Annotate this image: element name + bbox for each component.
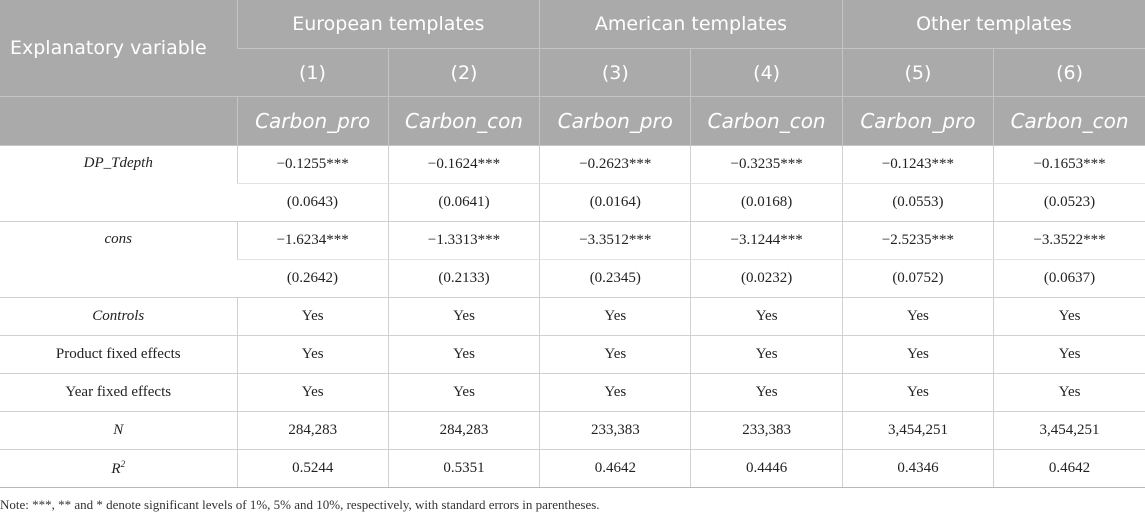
- table-cell: 284,283: [388, 412, 539, 450]
- table-body: [0, 146, 1145, 488]
- model-number: (4): [691, 49, 842, 97]
- table-cell: Yes: [842, 298, 993, 336]
- model-number: (1): [237, 49, 388, 97]
- row-label-r-squared: [0, 450, 237, 488]
- table-row: [0, 146, 1145, 184]
- row-label-controls: Controls: [0, 298, 237, 336]
- table-header: [0, 0, 1145, 146]
- table-cell: Yes: [388, 336, 539, 374]
- table-cell: Yes: [540, 336, 691, 374]
- table-cell: Yes: [842, 374, 993, 412]
- table-cell: Yes: [994, 336, 1145, 374]
- table-row: [0, 336, 1145, 374]
- table-cell: 233,383: [540, 412, 691, 450]
- table-cell: Yes: [842, 336, 993, 374]
- table-cell: 0.4446: [691, 450, 842, 488]
- explanatory-variable-header: Explanatory variable: [0, 0, 237, 97]
- group-header-american: American templates: [540, 0, 843, 49]
- table-cell: 0.5351: [388, 450, 539, 488]
- se-cell: (0.2642): [237, 260, 388, 298]
- dependent-variable: Carbon_con: [388, 97, 539, 146]
- dependent-variable: Carbon_pro: [842, 97, 993, 146]
- table-row: [0, 298, 1145, 336]
- row-label-product-fe: Product fixed effects: [0, 336, 237, 374]
- dependent-variable: Carbon_pro: [540, 97, 691, 146]
- model-number: (5): [842, 49, 993, 97]
- coef-cell: −2.5235***: [842, 222, 993, 260]
- se-cell: (0.0641): [388, 184, 539, 222]
- table-cell: Yes: [691, 374, 842, 412]
- row-label-year-fe: Year fixed effects: [0, 374, 237, 412]
- group-header-other: Other templates: [842, 0, 1145, 49]
- table-row: [0, 450, 1145, 488]
- model-number: (3): [540, 49, 691, 97]
- coef-cell: −0.1653***: [994, 146, 1145, 184]
- model-number: (2): [388, 49, 539, 97]
- table-cell: Yes: [691, 336, 842, 374]
- table-cell: Yes: [540, 298, 691, 336]
- table-cell: 284,283: [237, 412, 388, 450]
- table-cell: 3,454,251: [842, 412, 993, 450]
- table-cell: 0.4642: [540, 450, 691, 488]
- table-note: Note: ***, ** and * denote significant levels of 1%, 5% and 10%, respectively, with standard errors in parentheses.: [0, 497, 600, 512]
- se-cell: (0.0752): [842, 260, 993, 298]
- se-cell: (0.0643): [237, 184, 388, 222]
- table-row: [0, 374, 1145, 412]
- coef-cell: −0.2623***: [540, 146, 691, 184]
- table-cell: 0.5244: [237, 450, 388, 488]
- coef-cell: −3.3522***: [994, 222, 1145, 260]
- table-row: [0, 412, 1145, 450]
- table-cell: Yes: [994, 374, 1145, 412]
- coef-cell: −0.1255***: [237, 146, 388, 184]
- se-cell: (0.0232): [691, 260, 842, 298]
- se-cell: (0.0168): [691, 184, 842, 222]
- table-cell: Yes: [691, 298, 842, 336]
- coef-cell: −0.3235***: [691, 146, 842, 184]
- r-squared-exponent: 2: [120, 459, 126, 469]
- coef-cell: −1.6234***: [237, 222, 388, 260]
- row-label-cons: cons: [0, 222, 237, 298]
- coef-cell: −3.3512***: [540, 222, 691, 260]
- table-cell: Yes: [237, 374, 388, 412]
- table-cell: Yes: [388, 298, 539, 336]
- coef-cell: −1.3313***: [388, 222, 539, 260]
- coef-cell: −0.1624***: [388, 146, 539, 184]
- table-cell: Yes: [237, 336, 388, 374]
- table-cell: 0.4642: [994, 450, 1145, 488]
- se-cell: (0.0523): [994, 184, 1145, 222]
- coef-cell: −0.1243***: [842, 146, 993, 184]
- se-cell: (0.0164): [540, 184, 691, 222]
- table-cell: Yes: [994, 298, 1145, 336]
- se-cell: (0.0637): [994, 260, 1145, 298]
- coef-cell: −3.1244***: [691, 222, 842, 260]
- table-cell: Yes: [388, 374, 539, 412]
- row-label-dp-tdepth: DP_Tdepth: [0, 146, 237, 222]
- row-label-n: N: [0, 412, 237, 450]
- dependent-variable: Carbon_con: [691, 97, 842, 146]
- header-spacer: [0, 97, 237, 146]
- table-cell: 0.4346: [842, 450, 993, 488]
- model-number: (6): [994, 49, 1145, 97]
- table-cell: 3,454,251: [994, 412, 1145, 450]
- r-squared-base: R: [111, 461, 121, 477]
- se-cell: (0.2133): [388, 260, 539, 298]
- table-cell: 233,383: [691, 412, 842, 450]
- dependent-variable: Carbon_pro: [237, 97, 388, 146]
- table-cell: Yes: [540, 374, 691, 412]
- dependent-variable: Carbon_con: [994, 97, 1145, 146]
- se-cell: (0.2345): [540, 260, 691, 298]
- group-header-european: European templates: [237, 0, 540, 49]
- se-cell: (0.0553): [842, 184, 993, 222]
- table-cell: Yes: [237, 298, 388, 336]
- table-row: [0, 222, 1145, 260]
